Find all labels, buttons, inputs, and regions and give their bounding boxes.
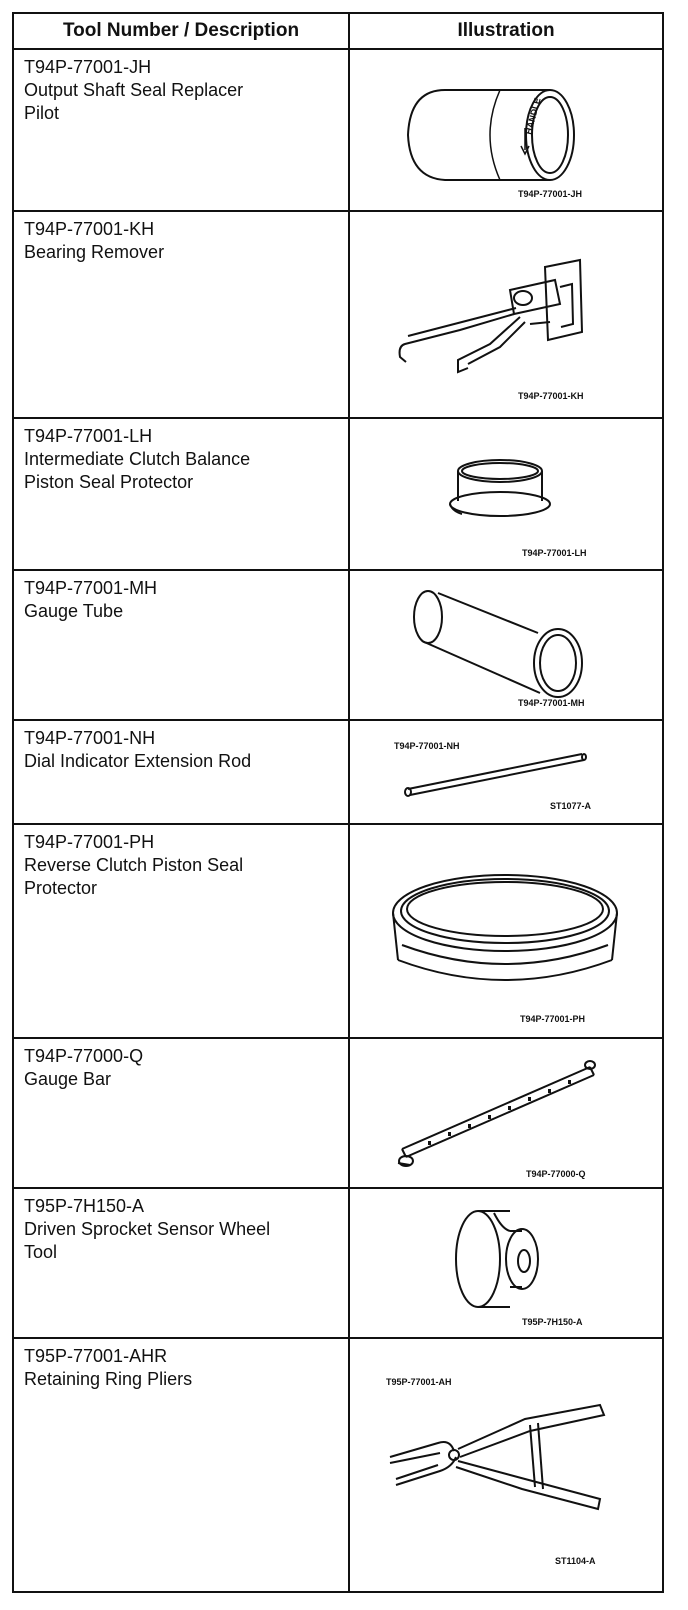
tool-row-gauge-tube	[14, 571, 662, 721]
tool-number: T95P-7H150-A	[24, 1196, 145, 1216]
gauge-bar-illustration	[350, 1039, 662, 1187]
special-tools-table	[12, 12, 664, 1593]
header-illustration: Illustration	[457, 20, 555, 41]
tool-name-line: Dial Indicator Extension Rod	[24, 751, 252, 771]
illustration-code: T94P-77000-Q	[526, 1169, 586, 1179]
handle-label: HANDLE	[523, 96, 543, 136]
reverse-clutch-protector-illustration	[350, 825, 662, 1037]
tool-name-line: Retaining Ring Pliers	[24, 1369, 193, 1389]
seal-protector-illustration	[350, 419, 662, 569]
tool-row-seal-replacer-pilot	[14, 50, 662, 212]
illustration-code: T94P-77001-NH	[394, 741, 460, 751]
bearing-remover-illustration	[350, 212, 662, 417]
tool-name-line: Output Shaft Seal Replacer	[24, 80, 244, 100]
tool-name-line: Gauge Tube	[24, 601, 124, 621]
tool-name-line: Gauge Bar	[24, 1069, 112, 1089]
tool-name-line: Tool	[24, 1242, 58, 1262]
tool-row-gauge-bar	[14, 1039, 662, 1189]
tool-description	[24, 577, 342, 623]
tool-number: T94P-77001-PH	[24, 832, 155, 852]
tool-row-retaining-ring-pliers	[14, 1339, 662, 1591]
table-header	[14, 14, 662, 50]
tool-description	[24, 425, 342, 494]
sensor-wheel-tool-illustration	[350, 1189, 662, 1337]
tool-description	[24, 727, 342, 773]
tool-description	[24, 56, 342, 125]
tool-row-extension-rod	[14, 721, 662, 825]
tool-number: T94P-77001-JH	[24, 57, 152, 77]
tool-name-line: Bearing Remover	[24, 242, 165, 262]
illustration-code: T94P-77001-KH	[518, 391, 584, 401]
tool-number: T94P-77000-Q	[24, 1046, 144, 1066]
illustration-code: T94P-77001-MH	[518, 698, 585, 708]
tool-name-line: Piston Seal Protector	[24, 472, 194, 492]
tool-name-line: Protector	[24, 878, 98, 898]
illustration-code: T94P-77001-JH	[518, 189, 583, 199]
header-tool-number-description: Tool Number / Description	[62, 20, 300, 41]
seal-replacer-pilot-illustration	[350, 50, 662, 210]
tool-name-line: Driven Sprocket Sensor Wheel	[24, 1219, 271, 1239]
illustration-code: T95P-7H150-A	[522, 1317, 583, 1327]
tool-row-reverse-clutch-protector	[14, 825, 662, 1039]
tool-description	[24, 218, 342, 264]
tool-number: T94P-77001-LH	[24, 426, 153, 446]
illustration-code: T94P-77001-LH	[522, 548, 587, 558]
tool-name-line: Intermediate Clutch Balance	[24, 449, 251, 469]
tool-number: T95P-77001-AHR	[24, 1346, 168, 1366]
tool-description	[24, 831, 342, 900]
tool-name-line: Pilot	[24, 103, 60, 123]
tool-row-seal-protector	[14, 419, 662, 571]
tool-name-line: Reverse Clutch Piston Seal	[24, 855, 244, 875]
tool-number: T94P-77001-NH	[24, 728, 156, 748]
illustration-code-secondary: ST1077-A	[550, 801, 592, 811]
extension-rod-illustration	[350, 721, 662, 823]
gauge-tube-illustration	[350, 571, 662, 719]
tool-number: T94P-77001-KH	[24, 219, 155, 239]
tool-row-sensor-wheel-tool	[14, 1189, 662, 1339]
tool-number: T94P-77001-MH	[24, 578, 158, 598]
tool-row-bearing-remover	[14, 212, 662, 419]
tool-description	[24, 1195, 342, 1264]
illustration-code-secondary: ST1104-A	[555, 1556, 596, 1566]
illustration-code: T94P-77001-PH	[520, 1014, 586, 1024]
tool-description	[24, 1045, 342, 1091]
retaining-ring-pliers-illustration	[350, 1339, 662, 1591]
tool-description	[24, 1345, 342, 1391]
illustration-code: T95P-77001-AH	[386, 1377, 452, 1387]
